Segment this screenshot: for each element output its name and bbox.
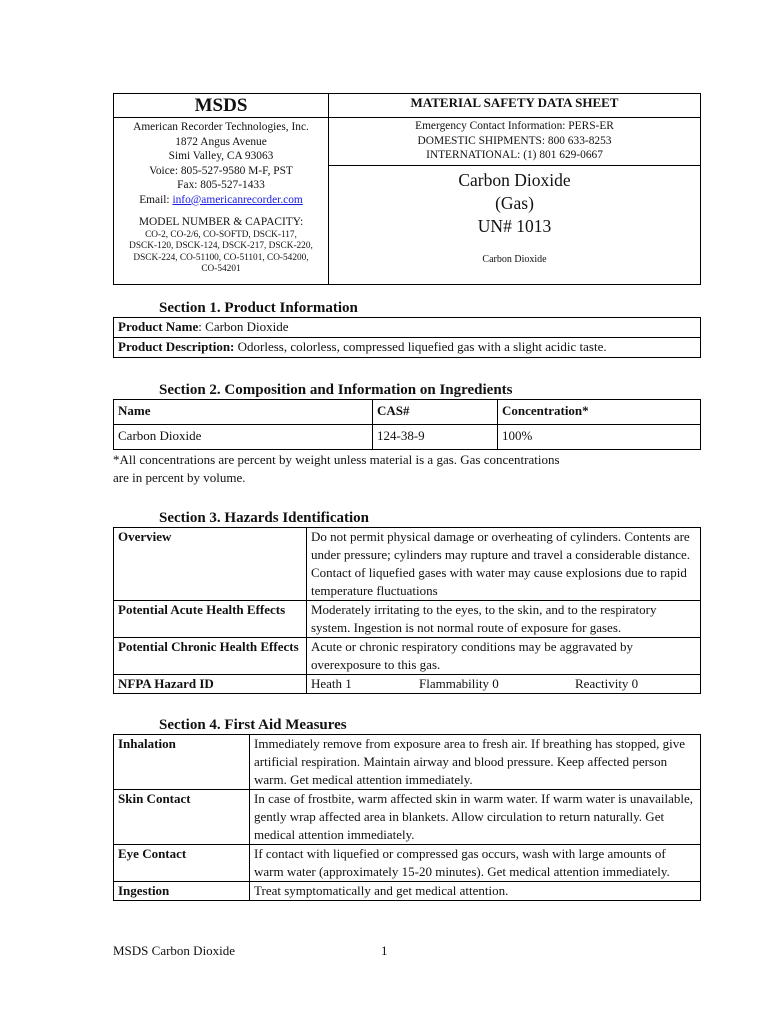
un-number: UN# 1013 [477, 216, 552, 236]
models-line-4: CO-54201 [201, 264, 241, 275]
nfpa-reactivity: Reactivity 0 [575, 676, 639, 691]
table-row [114, 601, 701, 638]
first-aid-label-inhalation: Inhalation [114, 735, 250, 790]
product-name-cell [114, 318, 701, 338]
page-footer [113, 942, 388, 960]
models-title: MODEL NUMBER & CAPACITY: [138, 216, 304, 228]
email-label: Email: [139, 193, 173, 206]
product-id [329, 166, 701, 285]
footer-doc-name: MSDS Carbon Dioxide [113, 943, 236, 958]
product-desc-value: Odorless, colorless, compressed liquefied gas with a slight acidic taste. [234, 339, 607, 354]
first-aid-text-skin: In case of frostbite, warm affected skin in warm water. If warm water is unavailable, gently wrap affected area in blankets. Allow circulation to return naturally. Get medical attention immediately. [250, 790, 701, 845]
nfpa-health: Heath 1 [311, 676, 352, 691]
sheet-title: MATERIAL SAFETY DATA SHEET [329, 94, 701, 118]
msds-title: MSDS [114, 94, 329, 118]
concentration-note-line-1: *All concentrations are percent by weight unless material is a gas. Gas concentrations [113, 452, 560, 467]
table-row [114, 735, 701, 790]
table-row [114, 675, 701, 694]
table-row [114, 882, 701, 901]
hazard-text-acute: Moderately irritating to the eyes, to the skin, and to the respiratory system. Ingestion is not normal route of exposure for gases. [307, 601, 701, 638]
product-info-table [113, 317, 701, 358]
page-number: 1 [381, 943, 388, 958]
hazards-table [113, 527, 701, 694]
nfpa-values [307, 675, 701, 694]
product-name-value: : Carbon Dioxide [198, 319, 289, 334]
product-desc-label: Product Description: [118, 339, 235, 354]
first-aid-label-skin: Skin Contact [114, 790, 250, 845]
models-line-2: DSCK-120, DSCK-124, DSCK-217, DSCK-220, [129, 241, 313, 252]
product-name-small: Carbon Dioxide [482, 254, 547, 265]
header-table [113, 93, 701, 285]
composition-table [113, 399, 701, 450]
col-header-concentration: Concentration* [498, 400, 701, 425]
email-link[interactable]: info@americanrecorder.com [172, 193, 303, 206]
hazard-text-chronic: Acute or chronic respiratory conditions may be aggravated by overexposure to this gas. [307, 638, 701, 675]
first-aid-table [113, 734, 701, 901]
section-2-title: Section 2. Composition and Information on Ingredients [159, 382, 513, 398]
models-line-3: DSCK-224, CO-51100, CO-51101, CO-54200, [133, 252, 309, 263]
hazard-text-overview: Do not permit physical damage or overheating of cylinders. Contents are under pressure; cylinders may rupture and travel a considerable distance. Contact of liquefied gases with water may cause explosions due to rapid temperature fluctuations [307, 528, 701, 601]
emergency-contact [329, 118, 701, 166]
contact-line-3: INTERNATIONAL: (1) 801 629-0667 [426, 149, 603, 161]
hazard-label-acute: Potential Acute Health Effects [114, 601, 307, 638]
product-desc-cell [114, 338, 701, 358]
first-aid-text-eye: If contact with liquefied or compressed gas occurs, wash with large amounts of warm water (approximately 15-20 minutes). Get medical attention immediately. [250, 845, 701, 882]
first-aid-text-ingestion: Treat symptomatically and get medical attention. [250, 882, 701, 901]
first-aid-text-inhalation: Immediately remove from exposure area to fresh air. If breathing has stopped, give artificial respiration. Maintain airway and blood pressure. Keep affected person warm. Get medical attention immediately. [250, 735, 701, 790]
company-info [114, 118, 329, 285]
ingredient-concentration: 100% [498, 425, 701, 450]
section-3-title: Section 3. Hazards Identification [159, 510, 369, 526]
section-1-title: Section 1. Product Information [159, 300, 358, 316]
product-state: (Gas) [495, 193, 534, 213]
section-4-title: Section 4. First Aid Measures [159, 717, 347, 733]
nfpa-flammability: Flammability 0 [419, 676, 499, 691]
contact-line-2: DOMESTIC SHIPMENTS: 800 633-8253 [417, 134, 612, 147]
first-aid-label-eye: Eye Contact [114, 845, 250, 882]
company-address-2: Simi Valley, CA 93063 [168, 150, 274, 162]
ingredient-name: Carbon Dioxide [114, 425, 373, 450]
table-row [114, 528, 701, 601]
company-name: American Recorder Technologies, Inc. [133, 121, 309, 133]
ingredient-cas: 124-38-9 [373, 425, 498, 450]
models-line-1: CO-2, CO-2/6, CO-SOFTD, DSCK-117, [145, 229, 297, 240]
nfpa-label: NFPA Hazard ID [114, 675, 307, 694]
col-header-cas: CAS# [373, 400, 498, 425]
product-name-heading: Carbon Dioxide [458, 170, 571, 190]
company-voice: Voice: 805-527-9580 M-F, PST [149, 164, 293, 177]
table-row [114, 638, 701, 675]
company-fax: Fax: 805-527-1433 [177, 179, 265, 191]
table-row [114, 845, 701, 882]
table-row [114, 790, 701, 845]
hazard-label-chronic: Potential Chronic Health Effects [114, 638, 307, 675]
company-email-line [118, 193, 324, 208]
hazard-label-overview: Overview [114, 528, 307, 601]
product-name-label: Product Name [118, 319, 199, 334]
concentration-note-line-2: are in percent by volume. [113, 470, 246, 485]
first-aid-label-ingestion: Ingestion [114, 882, 250, 901]
msds-page [113, 93, 701, 901]
concentration-note [113, 451, 701, 487]
company-address-1: 1872 Angus Avenue [175, 135, 267, 148]
contact-line-1: Emergency Contact Information: PERS-ER [415, 120, 614, 132]
col-header-name: Name [114, 400, 373, 425]
